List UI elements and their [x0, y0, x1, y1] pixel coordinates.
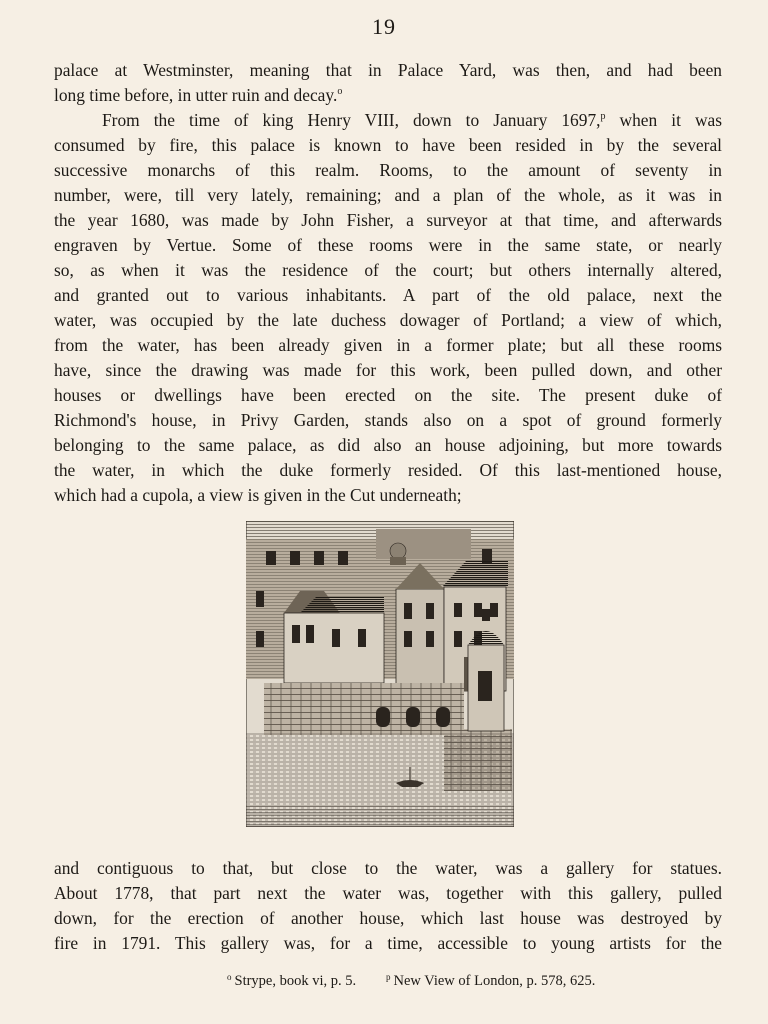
text-line	[54, 483, 722, 508]
text-line	[54, 881, 722, 906]
text-line-content: so, as when it was the residence of the court; but others internally altered,	[54, 260, 722, 280]
text-line	[54, 458, 722, 483]
text-line-content: long time before, in utter ruin and decay.	[54, 85, 338, 105]
text-line-content: water, was occupied by the late duchess dowager of Portland; a view of which,	[54, 310, 722, 330]
text-line-content: the year 1680, was made by John Fisher, a surveyor at that time, and afterwards	[54, 210, 722, 230]
text-line-content: the water, in which the duke formerly resided. Of this last-mentioned house,	[54, 460, 722, 480]
text-line-content: which had a cupola, a view is given in the Cut underneath;	[54, 485, 462, 505]
text-line	[54, 906, 722, 931]
text-line-content: have, since the drawing was made for this work, been pulled down, and other	[54, 360, 722, 380]
footnote-o	[227, 972, 356, 990]
text-line-content: and contiguous to that, but close to the water, was a gallery for statues.	[54, 858, 722, 878]
text-line-content: houses or dwellings have been erected on the site. The present duke of	[54, 385, 722, 405]
text-line	[54, 183, 722, 208]
text-line	[54, 233, 722, 258]
text-line-content: palace at Westminster, meaning that in Palace Yard, was then, and had been	[54, 60, 722, 80]
text-line	[54, 358, 722, 383]
text-line-content: engraven by Vertue. Some of these rooms were in the same state, or nearly	[54, 235, 722, 255]
text-line	[54, 931, 722, 956]
text-line-content: down, for the erection of another house, which last house was destroyed by	[54, 908, 722, 928]
text-line-content: from the water, has been already given in a former plate; but all these rooms	[54, 335, 722, 355]
text-line	[54, 258, 722, 283]
text-line	[54, 856, 722, 881]
text-line-content: Richmond's house, in Privy Garden, stands also on a spot of ground formerly	[54, 410, 722, 430]
river-water	[246, 733, 514, 827]
page-number: 19	[372, 14, 396, 39]
text-line-content: successive monarchs of this realm. Rooms, to the amount of seventy in	[54, 160, 722, 180]
text-line-content: fire in 1791. This gallery was, for a time, accessible to young artists for the	[54, 933, 722, 953]
text-line	[54, 208, 722, 233]
text-line	[54, 333, 722, 358]
text-line	[102, 108, 722, 133]
text-line	[54, 283, 722, 308]
text-line-content: and granted out to various inhabitants. A part of the old palace, next the	[54, 285, 722, 305]
text-line	[54, 433, 722, 458]
footnote-reference: o	[337, 86, 343, 97]
footnote-mark: p	[386, 972, 391, 982]
text-line-content: consumed by fire, this palace is known to have been resided in by the several	[54, 135, 722, 155]
footnote-text: Strype, book vi, p. 5.	[234, 973, 357, 989]
text-line	[54, 158, 722, 183]
text-line-tail: when it was	[605, 110, 722, 130]
text-line-content: belonging to the same palace, as did also an house adjoining, but more towards	[54, 435, 722, 455]
text-line-content: number, were, till very lately, remaining; and a plan of the whole, as it was in	[54, 185, 722, 205]
engraving-illustration	[246, 521, 514, 827]
footnote-text: New View of London, p. 578, 625.	[393, 973, 596, 989]
footnote-mark: o	[227, 972, 232, 982]
text-line-content: About 1778, that part next the water was, together with this gallery, pulled	[54, 883, 722, 903]
footnote-p	[386, 972, 595, 990]
text-line	[54, 383, 722, 408]
text-line	[54, 408, 722, 433]
text-line	[54, 308, 722, 333]
text-line	[54, 133, 722, 158]
footnote-reference: p	[600, 111, 606, 122]
text-line-content: From the time of king Henry VIII, down to January 1697,	[102, 110, 601, 130]
text-line	[54, 83, 722, 108]
text-line	[54, 58, 722, 83]
